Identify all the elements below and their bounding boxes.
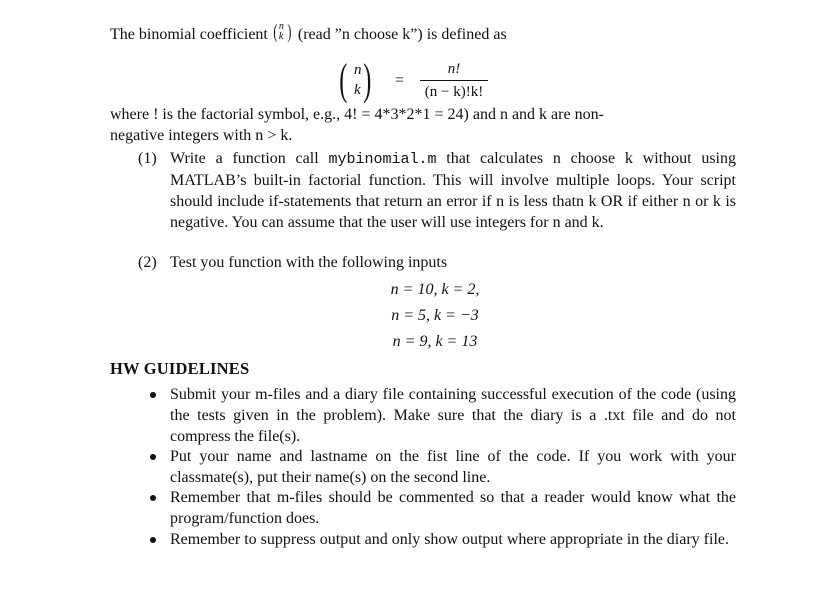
question-1-number: (1) (138, 150, 157, 167)
formula-lhs-top: n (354, 62, 362, 78)
test-inputs (330, 277, 540, 355)
question-1-text-b: that calculates n choose k without using MATLAB’s built-in factorial function. This will involve multiple loops. Your script should include if-statements that return an error if n is less thatn k OR if either n or k is negative. You can assume that the user will use integers for n and k. (170, 150, 737, 231)
intro-pre: The binomial coefficient (110, 26, 268, 43)
bullet-icon (150, 392, 156, 398)
bullet-icon (150, 454, 156, 460)
bullet-icon (150, 537, 156, 543)
where-paragraph (110, 104, 735, 146)
question-2-body: Test you function with the following inputs (170, 254, 448, 271)
inline-binom-bottom: k (278, 31, 284, 42)
intro-line (110, 21, 735, 45)
test-input-3: n = 9, k = 13 (392, 333, 478, 350)
where-line-2: negative integers with n > k. (110, 127, 293, 144)
binomial-formula (339, 55, 500, 104)
inline-binomial: ( n k ) (273, 21, 292, 43)
where-line-1: where ! is the factorial symbol, e.g., 4! = 4*3*2*1 = 24) and n and k are non- (110, 106, 604, 123)
inline-binom-top: n (278, 21, 284, 32)
bullet-icon (150, 495, 156, 501)
formula-denominator: (n − k)!k! (424, 84, 484, 100)
formula-numerator: n! (447, 61, 461, 77)
guidelines-heading: HW GUIDELINES (110, 359, 250, 378)
intro-post: (read ”n choose k”) is defined as (297, 26, 507, 43)
test-input-1: n = 10, k = 2, (390, 281, 480, 298)
test-input-2: n = 5, k = −3 (391, 307, 479, 324)
function-filename: mybinomial.m (328, 151, 437, 168)
formula-equals: = (395, 72, 405, 89)
guideline-item (150, 487, 736, 529)
guideline-text: Put your name and lastname on the fist line of the code. If you work with your classmate(s), put their name(s) on the second line. (170, 448, 736, 486)
question-1 (138, 148, 736, 233)
question-2 (138, 252, 736, 273)
guideline-item (150, 384, 736, 447)
question-1-text-a: Write a function call (170, 150, 329, 167)
guideline-item (150, 529, 736, 550)
formula-fraction (418, 58, 490, 103)
guideline-text: Submit your m-files and a diary file containing successful execution of the code (using the tests given in the problem). Make sure that the diary is a .txt file and do not compress the file(s). (170, 386, 736, 445)
guideline-text: Remember to suppress output and only show output where appropriate in the diary file. (170, 531, 729, 548)
question-1-body (170, 148, 736, 233)
formula-lhs-bottom: k (354, 82, 361, 98)
guideline-item (150, 446, 736, 488)
guideline-text: Remember that m-files should be commented so that a reader would know what the program/function does. (170, 489, 736, 527)
question-2-number: (2) (138, 254, 157, 271)
formula-lhs: ( n k ) (339, 55, 372, 104)
